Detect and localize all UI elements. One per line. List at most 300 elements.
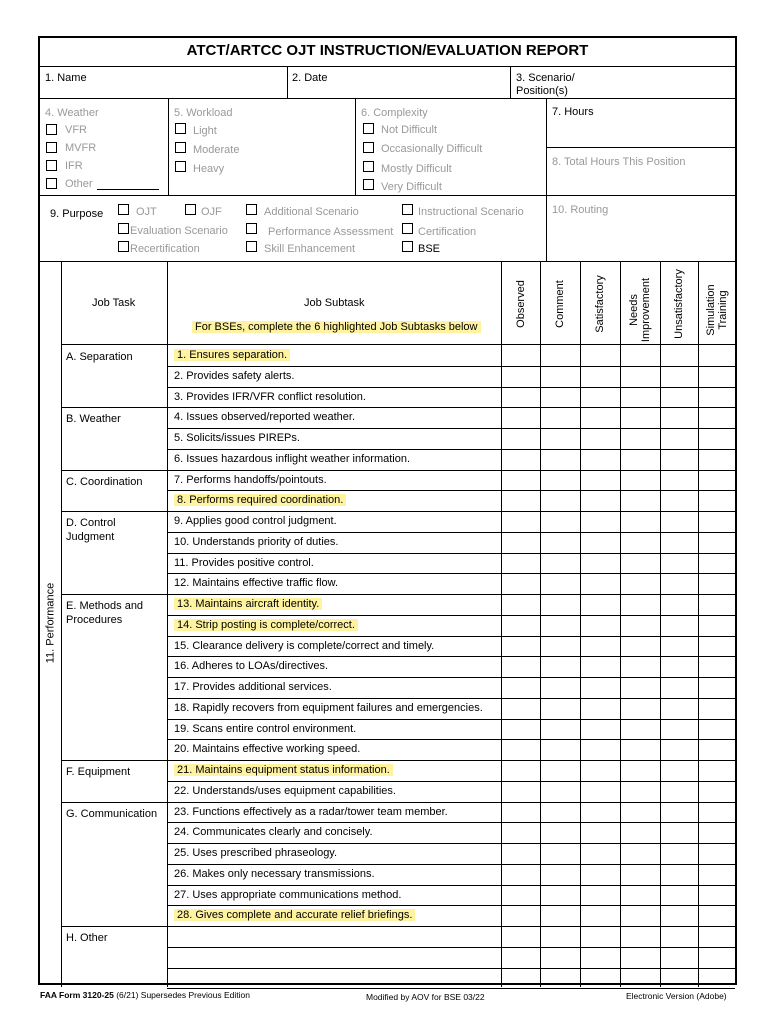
rating-cell[interactable] (581, 843, 620, 864)
purpose-ojt-label: OJT (136, 206, 157, 218)
rating-cell[interactable] (699, 532, 735, 553)
scenario-field[interactable] (620, 66, 735, 98)
rating-cell[interactable] (621, 926, 660, 947)
subtask-27 (174, 889, 401, 902)
rating-cell[interactable] (699, 739, 735, 760)
rating-cell[interactable] (621, 843, 660, 864)
rating-cell[interactable] (621, 677, 660, 698)
rating-cell[interactable] (581, 968, 620, 989)
rating-cell[interactable] (581, 864, 620, 885)
subtask-24 (174, 826, 373, 839)
subtask-label: 21. Maintains equipment status information. (174, 764, 393, 776)
subtask-11 (174, 557, 314, 570)
rating-cell[interactable] (502, 802, 540, 823)
subtask-22 (174, 785, 396, 798)
subtask-26 (174, 868, 375, 881)
rating-cell[interactable] (661, 843, 698, 864)
rating-cell[interactable] (541, 719, 580, 740)
rating-cell[interactable] (699, 677, 735, 698)
rating-cell[interactable] (581, 511, 620, 532)
rating-cell[interactable] (502, 511, 540, 532)
rating-cell[interactable] (502, 553, 540, 574)
task-methods-procedures: E. Methods and Procedures (66, 600, 144, 626)
footer-edition: (6/21) Supersedes Previous Edition (113, 990, 250, 1000)
rating-cell[interactable] (581, 345, 620, 366)
rating-cell[interactable] (661, 345, 698, 366)
rating-cell[interactable] (581, 698, 620, 719)
rating-cell[interactable] (502, 615, 540, 636)
workload-label: 5. Workload (174, 107, 233, 119)
rating-cell[interactable] (502, 656, 540, 677)
rating-cell[interactable] (502, 345, 540, 366)
rating-cell[interactable] (699, 822, 735, 843)
subtask-15 (174, 640, 434, 653)
rating-cell[interactable] (502, 864, 540, 885)
rating-cell[interactable] (699, 407, 735, 428)
rating-cell[interactable] (502, 719, 540, 740)
subtask-label: 18. Rapidly recovers from equipment failures and emergencies. (174, 701, 483, 714)
rating-cell[interactable] (699, 864, 735, 885)
purpose-instructional-label: Instructional Scenario (418, 206, 524, 218)
complexity-occasionally-checkbox[interactable] (363, 142, 374, 153)
task-control-judgment: D. Control Judgment (66, 517, 116, 543)
rating-cell[interactable] (581, 802, 620, 823)
complexity-mostly-label: Mostly Difficult (381, 163, 452, 175)
task-divider (61, 802, 167, 803)
name-field[interactable] (40, 66, 287, 98)
rating-cell[interactable] (661, 594, 698, 615)
rating-cell[interactable] (661, 947, 698, 968)
rating-cell[interactable] (621, 470, 660, 491)
rating-cell[interactable] (661, 553, 698, 574)
subtask-23 (174, 806, 448, 819)
rating-cell[interactable] (541, 822, 580, 843)
rating-cell[interactable] (502, 573, 540, 594)
rating-cell[interactable] (661, 781, 698, 802)
rating-cell[interactable] (581, 636, 620, 657)
rating-cell[interactable] (581, 428, 620, 449)
workload-moderate-checkbox[interactable] (175, 142, 186, 153)
subtask-label: 25. Uses prescribed phraseology. (174, 847, 338, 859)
subtask-label: 15. Clearance delivery is complete/correct and timely. (174, 639, 435, 652)
rating-cell[interactable] (502, 636, 540, 657)
rating-cell[interactable] (581, 615, 620, 636)
rating-cell[interactable] (661, 802, 698, 823)
subtask-label: 10. Understands priority of duties. (174, 535, 339, 548)
rating-cell[interactable] (502, 387, 540, 408)
rating-cell[interactable] (699, 553, 735, 574)
routing-label: 10. Routing (552, 204, 609, 216)
rating-cell[interactable] (661, 532, 698, 553)
rating-cell[interactable] (621, 532, 660, 553)
rating-cell[interactable] (699, 490, 735, 511)
hours-field[interactable] (547, 99, 735, 147)
task-divider (61, 407, 167, 408)
task-weather: B. Weather (66, 413, 121, 426)
rating-cell[interactable] (541, 885, 580, 906)
rating-cell[interactable] (621, 511, 660, 532)
rating-cell[interactable] (541, 760, 580, 781)
rating-cell[interactable] (699, 656, 735, 677)
rating-cell[interactable] (502, 490, 540, 511)
rating-cell[interactable] (541, 864, 580, 885)
rating-cell[interactable] (699, 885, 735, 906)
subtask-9 (174, 515, 337, 528)
rating-cell[interactable] (541, 615, 580, 636)
task-communication: G. Communication (66, 807, 158, 820)
weather-mvfr-checkbox[interactable] (46, 142, 57, 153)
rating-cell[interactable] (581, 449, 620, 470)
rating-cell[interactable] (699, 698, 735, 719)
rating-cell[interactable] (661, 926, 698, 947)
footer-modified: Modified by AOV for BSE 03/22 (366, 992, 485, 1002)
rating-cell[interactable] (581, 885, 620, 906)
rating-cell[interactable] (502, 926, 540, 947)
rating-cell[interactable] (502, 843, 540, 864)
rating-cell[interactable] (621, 594, 660, 615)
workload-heavy-checkbox[interactable] (175, 161, 186, 172)
rating-cell[interactable] (661, 656, 698, 677)
rating-cell[interactable] (699, 843, 735, 864)
rating-cell[interactable] (621, 905, 660, 926)
rating-cell[interactable] (621, 760, 660, 781)
rating-cell[interactable] (699, 449, 735, 470)
rating-cell[interactable] (502, 449, 540, 470)
rating-cell[interactable] (502, 739, 540, 760)
rating-cell[interactable] (502, 905, 540, 926)
subtask-2 (174, 370, 294, 383)
subtask-label: 8. Performs required coordination. (174, 494, 346, 506)
purpose-bse-label: BSE (418, 243, 441, 255)
rating-cell[interactable] (621, 407, 660, 428)
rating-cell[interactable] (661, 968, 698, 989)
rating-cell[interactable] (699, 636, 735, 657)
rating-cell[interactable] (502, 594, 540, 615)
purpose-performance-label: Performance Assessment (268, 226, 394, 238)
purpose-ojt-checkbox[interactable] (118, 204, 129, 215)
rating-cell[interactable] (581, 573, 620, 594)
rating-cell[interactable] (699, 615, 735, 636)
rating-cell[interactable] (661, 864, 698, 885)
weather-label: 4. Weather (45, 107, 99, 119)
task-divider (61, 511, 167, 512)
subtask-label: 19. Scans entire control environment. (174, 722, 357, 735)
routing-field[interactable] (547, 196, 735, 261)
subtask-19 (174, 723, 356, 736)
purpose-ojf-checkbox[interactable] (185, 204, 196, 215)
rating-cell[interactable] (541, 470, 580, 491)
subtask-label: 13. Maintains aircraft identity. (174, 598, 322, 610)
rating-cell[interactable] (621, 573, 660, 594)
rating-cell[interactable] (621, 864, 660, 885)
task-divider (61, 594, 167, 595)
workload-light-checkbox[interactable] (175, 123, 186, 134)
rating-cell[interactable] (661, 511, 698, 532)
purpose-recertification-checkbox[interactable] (118, 241, 129, 252)
workload-light-label: Light (193, 125, 217, 137)
rating-cell[interactable] (541, 594, 580, 615)
rating-cell[interactable] (502, 781, 540, 802)
complexity-label: 6. Complexity (361, 107, 428, 119)
bse-note: For BSEs, complete the 6 highlighted Job Subtasks below (192, 321, 481, 333)
rating-cell[interactable] (621, 656, 660, 677)
rating-cell[interactable] (699, 760, 735, 781)
rating-cell[interactable] (581, 366, 620, 387)
rating-cell[interactable] (661, 615, 698, 636)
complexity-mostly-checkbox[interactable] (363, 161, 374, 172)
task-divider (61, 760, 167, 761)
subtask-17 (174, 681, 332, 694)
rating-cell[interactable] (699, 719, 735, 740)
rating-cell[interactable] (581, 739, 620, 760)
rating-cell[interactable] (581, 947, 620, 968)
subtask-label: 17. Provides additional services. (174, 681, 332, 693)
rating-cell[interactable] (541, 802, 580, 823)
scenario-label: 3. Scenario/ (516, 72, 575, 84)
complexity-very-checkbox[interactable] (363, 179, 374, 190)
header-unsatisfactory: Unsatisfactory (673, 269, 685, 339)
footer-form-id (40, 990, 250, 1000)
purpose-certification-checkbox[interactable] (402, 223, 413, 234)
rating-cell[interactable] (581, 677, 620, 698)
rating-cell[interactable] (502, 968, 540, 989)
rating-cell[interactable] (661, 905, 698, 926)
simulation-word: Simulation (705, 284, 717, 336)
total-hours-field[interactable] (547, 148, 735, 195)
rating-cell[interactable] (502, 470, 540, 491)
purpose-ojf-label: OJF (201, 206, 222, 218)
rating-cell[interactable] (581, 905, 620, 926)
rating-cell[interactable] (621, 387, 660, 408)
rating-cell[interactable] (699, 781, 735, 802)
rating-cell[interactable] (699, 947, 735, 968)
purpose-instructional-checkbox[interactable] (402, 204, 413, 215)
rating-cell[interactable] (661, 366, 698, 387)
task-other: H. Other (66, 932, 108, 944)
rating-cell[interactable] (699, 905, 735, 926)
rating-cell[interactable] (621, 885, 660, 906)
rating-cell[interactable] (541, 532, 580, 553)
rating-cell[interactable] (502, 366, 540, 387)
rating-cell[interactable] (502, 428, 540, 449)
rating-cell[interactable] (661, 449, 698, 470)
rating-cell[interactable] (661, 407, 698, 428)
purpose-skill-checkbox[interactable] (246, 241, 257, 252)
rating-cell[interactable] (502, 885, 540, 906)
subtask-label: 9. Applies good control judgment. (174, 515, 337, 527)
rating-cell[interactable] (661, 885, 698, 906)
rating-cell[interactable] (541, 407, 580, 428)
rating-cell[interactable] (581, 822, 620, 843)
subtask-8 (174, 494, 346, 507)
footer-form-number: FAA Form 3120-25 (40, 990, 114, 1000)
rating-cell[interactable] (621, 345, 660, 366)
rating-cell[interactable] (621, 698, 660, 719)
rating-cell[interactable] (661, 387, 698, 408)
training-word: Training (717, 290, 729, 330)
rating-cell[interactable] (541, 843, 580, 864)
rating-cell[interactable] (502, 760, 540, 781)
rating-cell[interactable] (621, 490, 660, 511)
rating-cell[interactable] (621, 822, 660, 843)
weather-vfr-label: VFR (65, 124, 87, 136)
rating-cell[interactable] (541, 968, 580, 989)
rating-cell[interactable] (581, 553, 620, 574)
rating-cell[interactable] (699, 573, 735, 594)
subtask-3 (174, 391, 366, 404)
rating-cell[interactable] (541, 511, 580, 532)
job-subtask-header: Job Subtask (304, 297, 365, 309)
rating-cell[interactable] (661, 719, 698, 740)
subtask-21 (174, 764, 393, 777)
purpose-evaluation-checkbox[interactable] (118, 223, 129, 234)
rating-cell[interactable] (541, 573, 580, 594)
rating-cell[interactable] (541, 656, 580, 677)
rating-cell[interactable] (541, 636, 580, 657)
task-separation: A. Separation (66, 351, 133, 363)
rating-cell[interactable] (699, 594, 735, 615)
purpose-evaluation-label: Evaluation Scenario (130, 225, 228, 237)
rating-cell[interactable] (621, 449, 660, 470)
rating-cell[interactable] (661, 573, 698, 594)
rating-cell[interactable] (541, 947, 580, 968)
subtask-label: 20. Maintains effective working speed. (174, 743, 361, 756)
rating-cell[interactable] (581, 407, 620, 428)
rating-cell[interactable] (541, 781, 580, 802)
complexity-very-label: Very Difficult (381, 181, 442, 193)
rating-cell[interactable] (699, 387, 735, 408)
rating-cell[interactable] (661, 470, 698, 491)
rating-cell[interactable] (502, 822, 540, 843)
rating-cell[interactable] (661, 822, 698, 843)
purpose-bse-checkbox[interactable] (402, 241, 413, 252)
subtask-28 (174, 909, 415, 922)
complexity-not-checkbox[interactable] (363, 123, 374, 134)
rating-cell[interactable] (699, 511, 735, 532)
header-observed: Observed (515, 280, 527, 328)
subtask-14 (174, 619, 358, 632)
rating-cell[interactable] (541, 387, 580, 408)
rating-cell[interactable] (699, 802, 735, 823)
name-label: 1. Name (45, 72, 87, 84)
purpose-performance-checkbox[interactable] (246, 223, 257, 234)
rating-cell[interactable] (581, 760, 620, 781)
rating-cell[interactable] (699, 366, 735, 387)
subtask-25 (174, 847, 337, 860)
rating-cell[interactable] (661, 636, 698, 657)
rating-cell[interactable] (699, 968, 735, 989)
rating-cell[interactable] (581, 594, 620, 615)
weather-other-checkbox[interactable] (46, 178, 57, 189)
rating-cell[interactable] (621, 553, 660, 574)
rating-cell[interactable] (699, 345, 735, 366)
subtask-label: 26. Makes only necessary transmissions. (174, 867, 375, 880)
rating-cell[interactable] (502, 698, 540, 719)
rating-cell[interactable] (581, 470, 620, 491)
rating-cell[interactable] (581, 490, 620, 511)
rating-cell[interactable] (541, 698, 580, 719)
rating-cell[interactable] (621, 615, 660, 636)
rating-cell[interactable] (541, 490, 580, 511)
rating-cell[interactable] (541, 905, 580, 926)
rating-cell[interactable] (581, 781, 620, 802)
rating-cell[interactable] (621, 428, 660, 449)
rating-cell[interactable] (502, 947, 540, 968)
weather-ifr-label: IFR (65, 160, 83, 172)
rating-cell[interactable] (621, 636, 660, 657)
subtask-label: 27. Uses appropriate communications method. (174, 888, 402, 901)
purpose-certification-label: Certification (418, 226, 477, 238)
rating-cell[interactable] (621, 719, 660, 740)
rating-cell[interactable] (699, 470, 735, 491)
rating-cell[interactable] (502, 407, 540, 428)
rating-cell[interactable] (581, 719, 620, 740)
rating-cell[interactable] (581, 656, 620, 677)
rating-cell[interactable] (541, 345, 580, 366)
purpose-skill-label: Skill Enhancement (264, 243, 356, 255)
bse-note-wrap (192, 321, 481, 334)
rating-cell[interactable] (581, 532, 620, 553)
total-hours-label: 8. Total Hours This Position (552, 156, 686, 168)
rating-cell[interactable] (541, 739, 580, 760)
rating-cell[interactable] (541, 677, 580, 698)
rating-cell[interactable] (541, 926, 580, 947)
rating-cell[interactable] (661, 428, 698, 449)
rating-cell[interactable] (541, 366, 580, 387)
subtask-label: 7. Performs handoffs/pointouts. (174, 473, 327, 486)
rating-cell[interactable] (502, 677, 540, 698)
weather-other-line[interactable] (97, 189, 159, 190)
footer-version: Electronic Version (Adobe) (626, 991, 727, 1001)
rating-cell[interactable] (661, 698, 698, 719)
rating-cell[interactable] (621, 366, 660, 387)
rating-cell[interactable] (541, 449, 580, 470)
rating-cell[interactable] (661, 677, 698, 698)
purpose-additional-checkbox[interactable] (246, 204, 257, 215)
rating-cell[interactable] (661, 490, 698, 511)
rating-cell[interactable] (541, 553, 580, 574)
subtask-18 (174, 702, 483, 715)
rating-cell[interactable] (661, 760, 698, 781)
rating-cell[interactable] (581, 387, 620, 408)
rating-cell[interactable] (699, 428, 735, 449)
rating-cell[interactable] (541, 428, 580, 449)
subtask-label: 24. Communicates clearly and concisely. (174, 826, 373, 839)
subtask-10 (174, 536, 338, 549)
rating-cell[interactable] (621, 781, 660, 802)
subtask-7 (174, 474, 327, 487)
rating-cell[interactable] (699, 926, 735, 947)
subtask-label: 22. Understands/uses equipment capabilities. (174, 784, 396, 797)
subtask-5 (174, 432, 300, 445)
workload-moderate-label: Moderate (193, 144, 240, 156)
subtask-label: 28. Gives complete and accurate relief briefings. (174, 909, 415, 921)
rating-cell[interactable] (621, 947, 660, 968)
rating-cell[interactable] (621, 739, 660, 760)
subtask-20 (174, 743, 360, 756)
weather-ifr-checkbox[interactable] (46, 160, 57, 171)
date-field[interactable] (288, 66, 510, 98)
subtask-4 (174, 411, 355, 424)
rating-cell[interactable] (621, 802, 660, 823)
rating-cell[interactable] (502, 532, 540, 553)
rating-cell[interactable] (621, 968, 660, 989)
subtask-label: 14. Strip posting is complete/correct. (174, 619, 358, 631)
weather-vfr-checkbox[interactable] (46, 124, 57, 135)
rating-cell[interactable] (661, 739, 698, 760)
subtask-label: 1. Ensures separation. (174, 349, 290, 361)
rating-cell[interactable] (581, 926, 620, 947)
